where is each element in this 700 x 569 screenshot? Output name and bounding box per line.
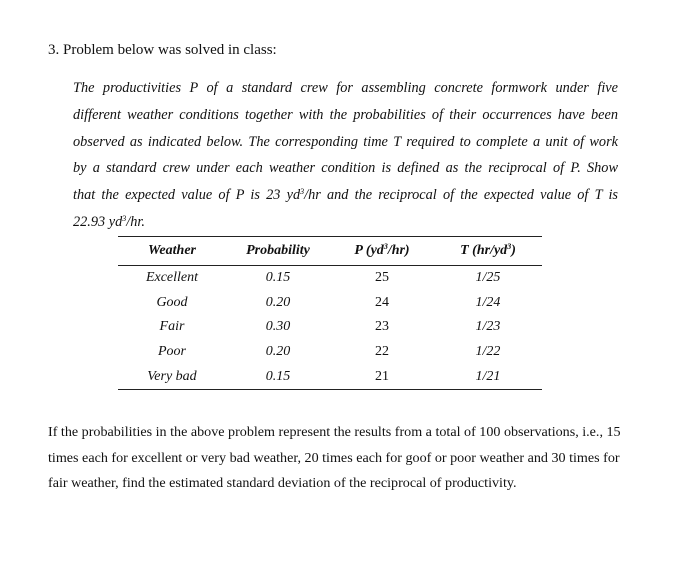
cell-weather: Good	[156, 294, 188, 310]
cell-probability: 0.15	[226, 364, 330, 389]
cell-weather: Fair	[159, 319, 185, 335]
cell-probability: 0.20	[265, 294, 291, 310]
cell-weather: Excellent	[145, 270, 199, 286]
cell-productivity: 22	[375, 344, 389, 360]
table-row	[118, 266, 542, 291]
cell-productivity: 24	[375, 294, 389, 310]
question-line: times each for excellent or very bad weather, 20 times each for goof or poor weather and 30 times for	[48, 449, 620, 466]
cell-time: 1/23	[475, 319, 501, 335]
header-productivity: P $(yd^3/hr)$	[330, 237, 434, 266]
cell-productivity: 23	[375, 319, 389, 335]
cell-productivity: 21	[330, 364, 434, 389]
question-line: If the probabilities in the above problem represent the results from a total of 100 observations, i.e., 15	[48, 424, 621, 440]
problem-line: that the expected value of P is 23 $yd^3/hr$ and the reciprocal of the expected value of T is	[73, 187, 618, 204]
header-probability: Probability	[226, 237, 330, 266]
table-row	[118, 340, 542, 365]
header-weather: Weather	[118, 237, 226, 266]
follow-up-question	[48, 420, 621, 497]
cell-weather: Poor	[158, 344, 186, 360]
cell-weather: Very bad	[118, 364, 226, 389]
header-time: T $(hr/yd^3)$	[434, 237, 542, 266]
cell-time: 1/21	[434, 364, 542, 389]
weather-productivity-table	[118, 236, 542, 390]
problem-line: by a standard crew under each weather condition is defined as the reciprocal of P. Show	[73, 160, 618, 177]
cell-time: 1/24	[475, 294, 501, 310]
question-line: fair weather, find the estimated standard deviation of the reciprocal of productivity.	[48, 475, 517, 491]
cell-probability: 0.20	[265, 344, 291, 360]
problem-line: observed as indicated below. The corresponding time T required to complete a unit of work	[73, 133, 618, 150]
table-header-row	[118, 237, 542, 266]
table-row	[118, 364, 542, 389]
problem-heading: 3. Problem below was solved in class:	[48, 42, 277, 58]
cell-probability: 0.30	[265, 319, 291, 335]
table-row	[118, 315, 542, 340]
cell-time: 1/22	[475, 344, 501, 360]
problem-statement	[73, 75, 618, 236]
problem-line: 22.93 $yd^3/hr$.	[73, 213, 145, 230]
problem-line: The productivities P of a standard crew for assembling concrete formwork under five	[73, 80, 618, 96]
problem-line: different weather conditions together with the probabilities of their occurrences have been	[73, 106, 618, 123]
cell-time: 1/25	[475, 270, 501, 286]
cell-probability: 0.15	[265, 270, 291, 286]
cell-productivity: 25	[375, 270, 389, 286]
table-row	[118, 291, 542, 316]
